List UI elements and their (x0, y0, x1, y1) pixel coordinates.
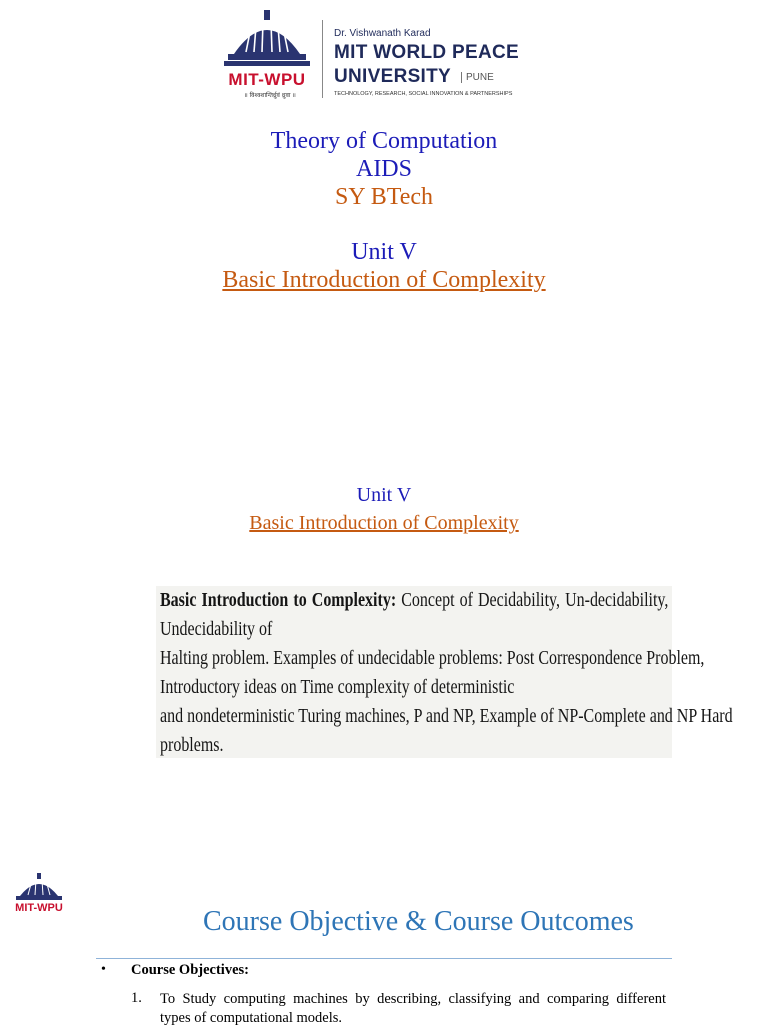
syllabus-line (160, 702, 733, 731)
course-title: Theory of Computation (270, 128, 498, 154)
syllabus-unit-title-link[interactable]: Basic Introduction of Complexity (249, 512, 519, 534)
logo-tagline: ॥ विश्वशान्तिर्ध्रुवं ध्रुवा ॥ (244, 92, 296, 99)
syllabus-line-text: Undecidability of (160, 619, 273, 640)
university-city: PUNE (461, 72, 494, 83)
logo-wordmark: MIT-WPU (228, 70, 306, 89)
university-logo (220, 8, 530, 100)
university-name-line1: MIT WORLD PEACE (334, 42, 519, 63)
syllabus-line (160, 731, 668, 760)
objectives-title: Course Objective & Course Outcomes (203, 906, 634, 937)
syllabus-line (160, 615, 668, 644)
syllabus-text (160, 586, 733, 760)
syllabus-unit-label: Unit V (356, 484, 412, 506)
dome-icon (220, 8, 314, 70)
bullet-marker: • (101, 962, 106, 977)
objective-number: 1. (131, 990, 142, 1006)
syllabus-line-text: and nondeterministic Turing machines, P and NP, Example of NP-Complete and NP Hard (160, 706, 733, 727)
logo-divider (322, 20, 323, 98)
unit-title-link[interactable]: Basic Introduction of Complexity (222, 267, 546, 293)
syllabus-line-text: Introductory ideas on Time complexity of deterministic (160, 677, 515, 698)
unit-label: Unit V (351, 239, 417, 265)
small-logo-wordmark: MIT-WPU (15, 902, 63, 914)
syllabus-line (160, 644, 705, 673)
syllabus-line-text: Halting problem. Examples of undecidable problems: Post Correspondence Problem, (160, 648, 705, 669)
syllabus-line-bold: Basic Introduction to Complexity: (160, 590, 397, 611)
founder-name: Dr. Vishwanath Karad (334, 28, 431, 39)
objective-text: To Study computing machines by describing, classifying and comparing different types of computational models. (160, 991, 666, 1026)
syllabus-line (160, 673, 668, 702)
syllabus-line-text: Concept of Decidability, Un-decidability, (396, 590, 669, 611)
objectives-heading: Course Objectives: (131, 962, 249, 978)
title-divider (96, 958, 672, 959)
small-university-logo (8, 872, 70, 924)
university-name-line2: UNIVERSITY (334, 66, 452, 87)
small-dome-icon (8, 872, 70, 904)
syllabus-line-text: problems. (160, 735, 224, 756)
syllabus-line (160, 586, 668, 615)
branch-label: AIDS (355, 156, 412, 182)
university-subtitle: TECHNOLOGY, RESEARCH, SOCIAL INNOVATION & PARTNERSHIPS (334, 91, 513, 97)
syllabus-excerpt-image (156, 586, 733, 758)
year-label: SY BTech (334, 184, 434, 210)
